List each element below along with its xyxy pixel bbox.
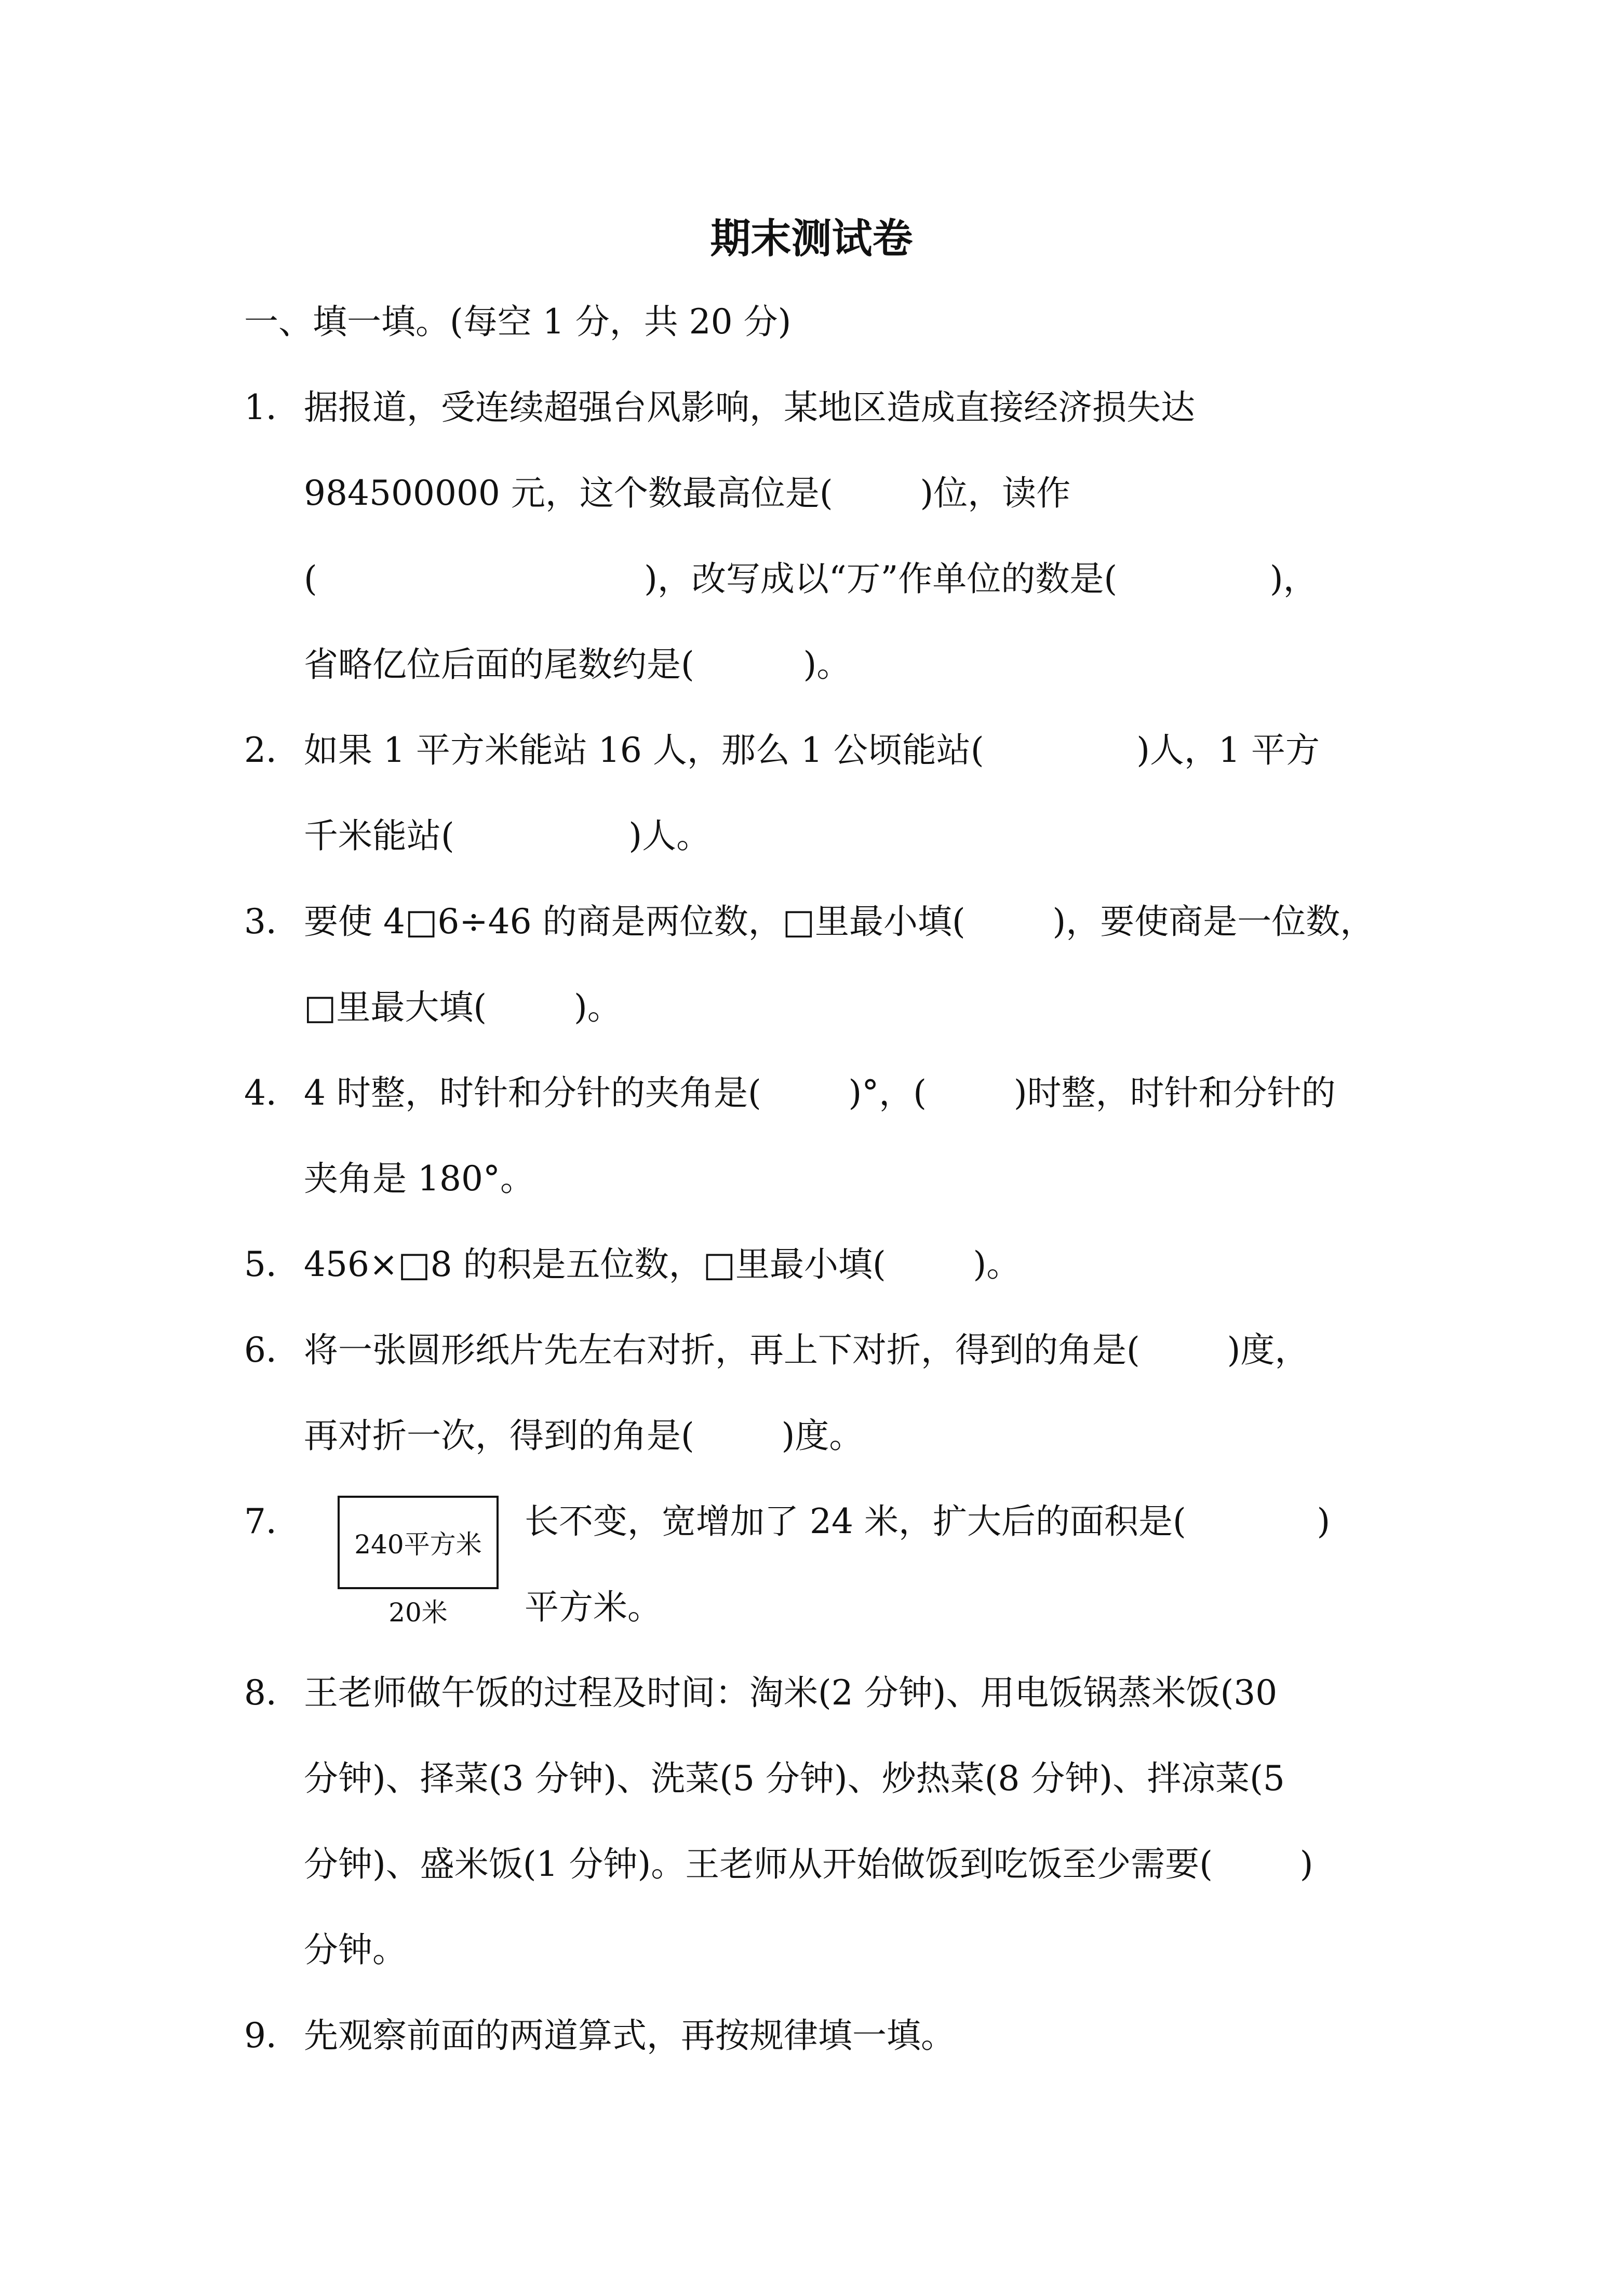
q1-line-2: 984500000 元，这个数最高位是( )位，读作: [304, 473, 1071, 513]
q5-line-1: 456×□8 的积是五位数，□里最小填( )。: [304, 1244, 1021, 1284]
rectangle-figure: [338, 1496, 499, 1589]
question-number-6: 6．: [244, 1330, 300, 1370]
question-number-4: 4．: [244, 1073, 300, 1113]
q2-line-1: 如果 1 平方米能站 16 人，那么 1 公顷能站( )人，1 平方: [304, 730, 1320, 770]
rectangle-width-label: 20米: [388, 1597, 448, 1628]
question-number-3: 3．: [244, 902, 300, 942]
q7-line-1: 长不变，宽增加了 24 米，扩大后的面积是( ): [525, 1501, 1331, 1541]
question-number-9: 9．: [244, 2016, 300, 2056]
q4-line-2: 夹角是 180°。: [304, 1159, 534, 1199]
q6-line-1: 将一张圆形纸片先左右对折，再上下对折，得到的角是( )度，: [304, 1330, 1309, 1370]
q4-line-1: 4 时整，时针和分针的夹角是( )°，( )时整，时针和分针的: [304, 1073, 1336, 1113]
question-number-8: 8．: [244, 1673, 300, 1713]
q7-line-2: 平方米。: [525, 1587, 662, 1627]
question-number-1: 1．: [244, 387, 300, 427]
q1-line-1: 据报道，受连续超强台风影响，某地区造成直接经济损失达: [304, 387, 1195, 427]
question-number-5: 5．: [244, 1244, 300, 1284]
question-number-2: 2．: [244, 730, 300, 770]
question-number-7: 7．: [244, 1501, 300, 1541]
q1-line-4: 省略亿位后面的尾数约是( )。: [304, 645, 851, 684]
section-heading: 一、填一填。(每空 1 分，共 20 分): [244, 302, 792, 342]
q3-line-2: □里最大填( )。: [304, 987, 622, 1027]
q9-line-1: 先观察前面的两道算式，再按规律填一填。: [304, 2016, 955, 2056]
q1-line-3: ( )，改写成以“万”作单位的数是( )，: [304, 559, 1318, 599]
rectangle-area-label: 240平方米: [354, 1529, 482, 1560]
q8-line-3: 分钟)、盛米饭(1 分钟)。王老师从开始做饭到吃饭至少需要( ): [304, 1844, 1313, 1884]
q8-line-2: 分钟)、择菜(3 分钟)、洗菜(5 分钟)、炒热菜(8 分钟)、拌凉菜(5: [304, 1758, 1285, 1798]
q3-line-1: 要使 4□6÷46 的商是两位数，□里最小填( )，要使商是一位数，: [304, 902, 1375, 942]
q8-line-4: 分钟。: [304, 1930, 407, 1970]
q2-line-2: 千米能站( )人。: [304, 816, 711, 856]
q8-line-1: 王老师做午饭的过程及时间：淘米(2 分钟)、用电饭锅蒸米饭(30: [304, 1673, 1278, 1713]
page-title: 期末测试卷: [710, 216, 913, 262]
q6-line-2: 再对折一次，得到的角是( )度。: [304, 1416, 864, 1456]
